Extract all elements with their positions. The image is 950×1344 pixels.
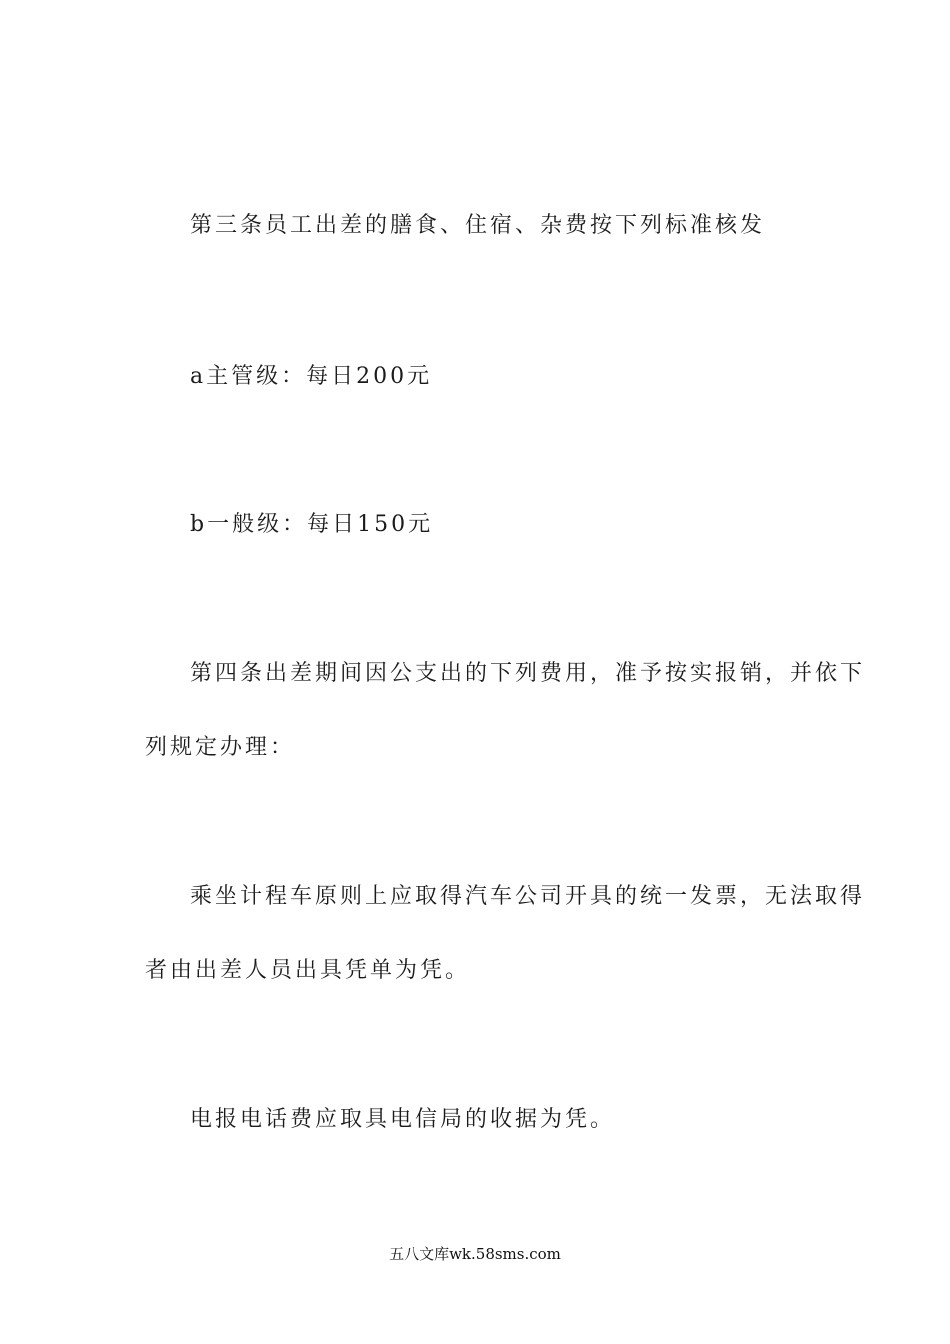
paragraph-article-4-line-2: 列规定办理：: [145, 735, 296, 760]
footer-watermark: 五八文库wk.58sms.com: [389, 1245, 561, 1263]
paragraph-taxi-line-2: 者由出差人员出具凭单为凭。: [145, 958, 471, 983]
paragraph-telecom: 电报电话费应取具电信局的收据为凭。: [190, 1107, 616, 1132]
paragraph-level-b: b一般级：每日150元: [190, 512, 434, 537]
paragraph-article-3: 第三条员工出差的膳食、住宿、杂费按下列标准核发: [190, 213, 766, 238]
paragraph-level-a: a主管级：每日200元: [190, 364, 433, 389]
paragraph-taxi-line-1: 乘坐计程车原则上应取得汽车公司开具的统一发票，无法取得: [190, 884, 866, 909]
paragraph-article-4-line-1: 第四条出差期间因公支出的下列费用，准予按实报销，并依下: [190, 661, 866, 686]
